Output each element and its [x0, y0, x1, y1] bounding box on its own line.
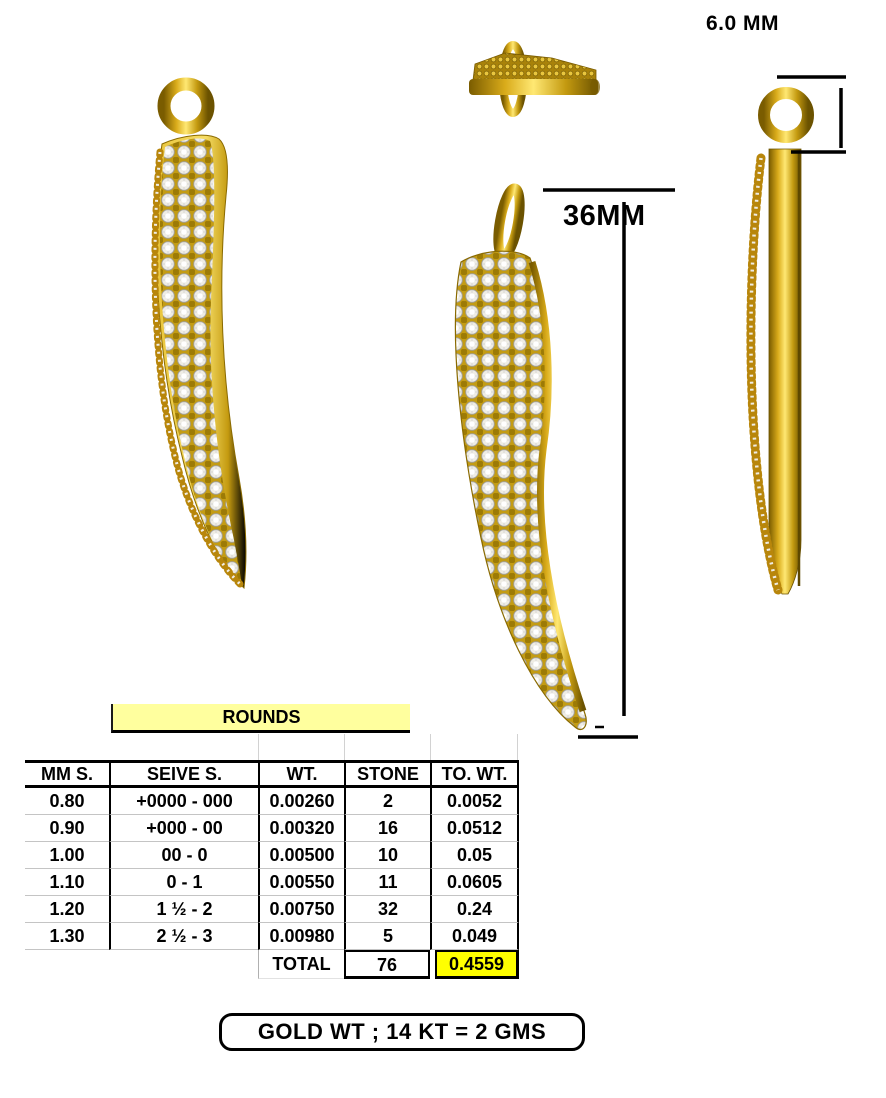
cell-seive: 2 ½ - 3 — [109, 923, 258, 950]
cell-wt: 0.00320 — [258, 815, 344, 842]
pendant-bar — [769, 149, 801, 594]
column-header-seive: SEIVE S. — [109, 760, 258, 788]
grid-guide-line — [344, 734, 345, 760]
cell-mm: 1.30 — [25, 923, 109, 950]
cell-towt: 0.049 — [430, 923, 519, 950]
cell-mm: 1.10 — [25, 869, 109, 896]
bail-ring — [764, 93, 808, 137]
bail-ring — [164, 84, 208, 128]
table-title: ROUNDS — [111, 704, 410, 733]
pendant-top-view — [469, 45, 600, 113]
cell-wt: 0.00750 — [258, 896, 344, 923]
cell-stone: 32 — [344, 896, 430, 923]
cell-seive: 0 - 1 — [109, 869, 258, 896]
cell-mm: 0.80 — [25, 788, 109, 815]
cell-wt: 0.00980 — [258, 923, 344, 950]
column-header-towt: TO. WT. — [430, 760, 519, 788]
gold-weight-note-box — [219, 1013, 585, 1051]
width-dimension-label: 6.0 MM — [706, 12, 780, 35]
column-header-wt: WT. — [258, 760, 344, 788]
cell-towt: 0.0605 — [430, 869, 519, 896]
height-dimension-label: 36MM — [563, 200, 646, 232]
pendant-front-view — [455, 187, 586, 730]
grid-guide-line — [258, 734, 259, 760]
prong-texture — [473, 53, 596, 80]
total-label: TOTAL — [258, 950, 344, 979]
cell-towt: 0.0052 — [430, 788, 519, 815]
cell-stone: 5 — [344, 923, 430, 950]
bail-hook — [494, 187, 524, 257]
cell-stone: 10 — [344, 842, 430, 869]
cell-towt: 0.05 — [430, 842, 519, 869]
cell-seive: +0000 - 000 — [109, 788, 258, 815]
total-stone-count: 76 — [344, 950, 430, 979]
pendant-profile-view — [751, 93, 808, 594]
table-grid — [25, 760, 519, 979]
column-header-mm: MM S. — [25, 760, 109, 788]
cell-stone: 11 — [344, 869, 430, 896]
pendant-bar — [469, 79, 598, 95]
gold-weight-note: GOLD WT ; 14 KT = 2 GMS — [257, 1019, 547, 1044]
bar-end-shadow — [590, 79, 600, 95]
cell-wt: 0.00500 — [258, 842, 344, 869]
cell-seive: +000 - 00 — [109, 815, 258, 842]
pendant-side-view — [155, 84, 246, 588]
cell-wt: 0.00550 — [258, 869, 344, 896]
cell-seive: 1 ½ - 2 — [109, 896, 258, 923]
grid-guide-line — [517, 734, 518, 760]
grid-guide-line — [430, 734, 431, 760]
column-header-stone: STONE — [344, 760, 430, 788]
cell-mm: 1.20 — [25, 896, 109, 923]
total-row-spacer — [25, 950, 258, 979]
cell-towt: 0.24 — [430, 896, 519, 923]
cell-mm: 0.90 — [25, 815, 109, 842]
cell-towt: 0.0512 — [430, 815, 519, 842]
cell-wt: 0.00260 — [258, 788, 344, 815]
stone-spec-table — [25, 703, 519, 983]
cell-stone: 16 — [344, 815, 430, 842]
cell-mm: 1.00 — [25, 842, 109, 869]
cell-seive: 00 - 0 — [109, 842, 258, 869]
cell-stone: 2 — [344, 788, 430, 815]
total-carat-weight: 0.4559 — [435, 950, 519, 979]
